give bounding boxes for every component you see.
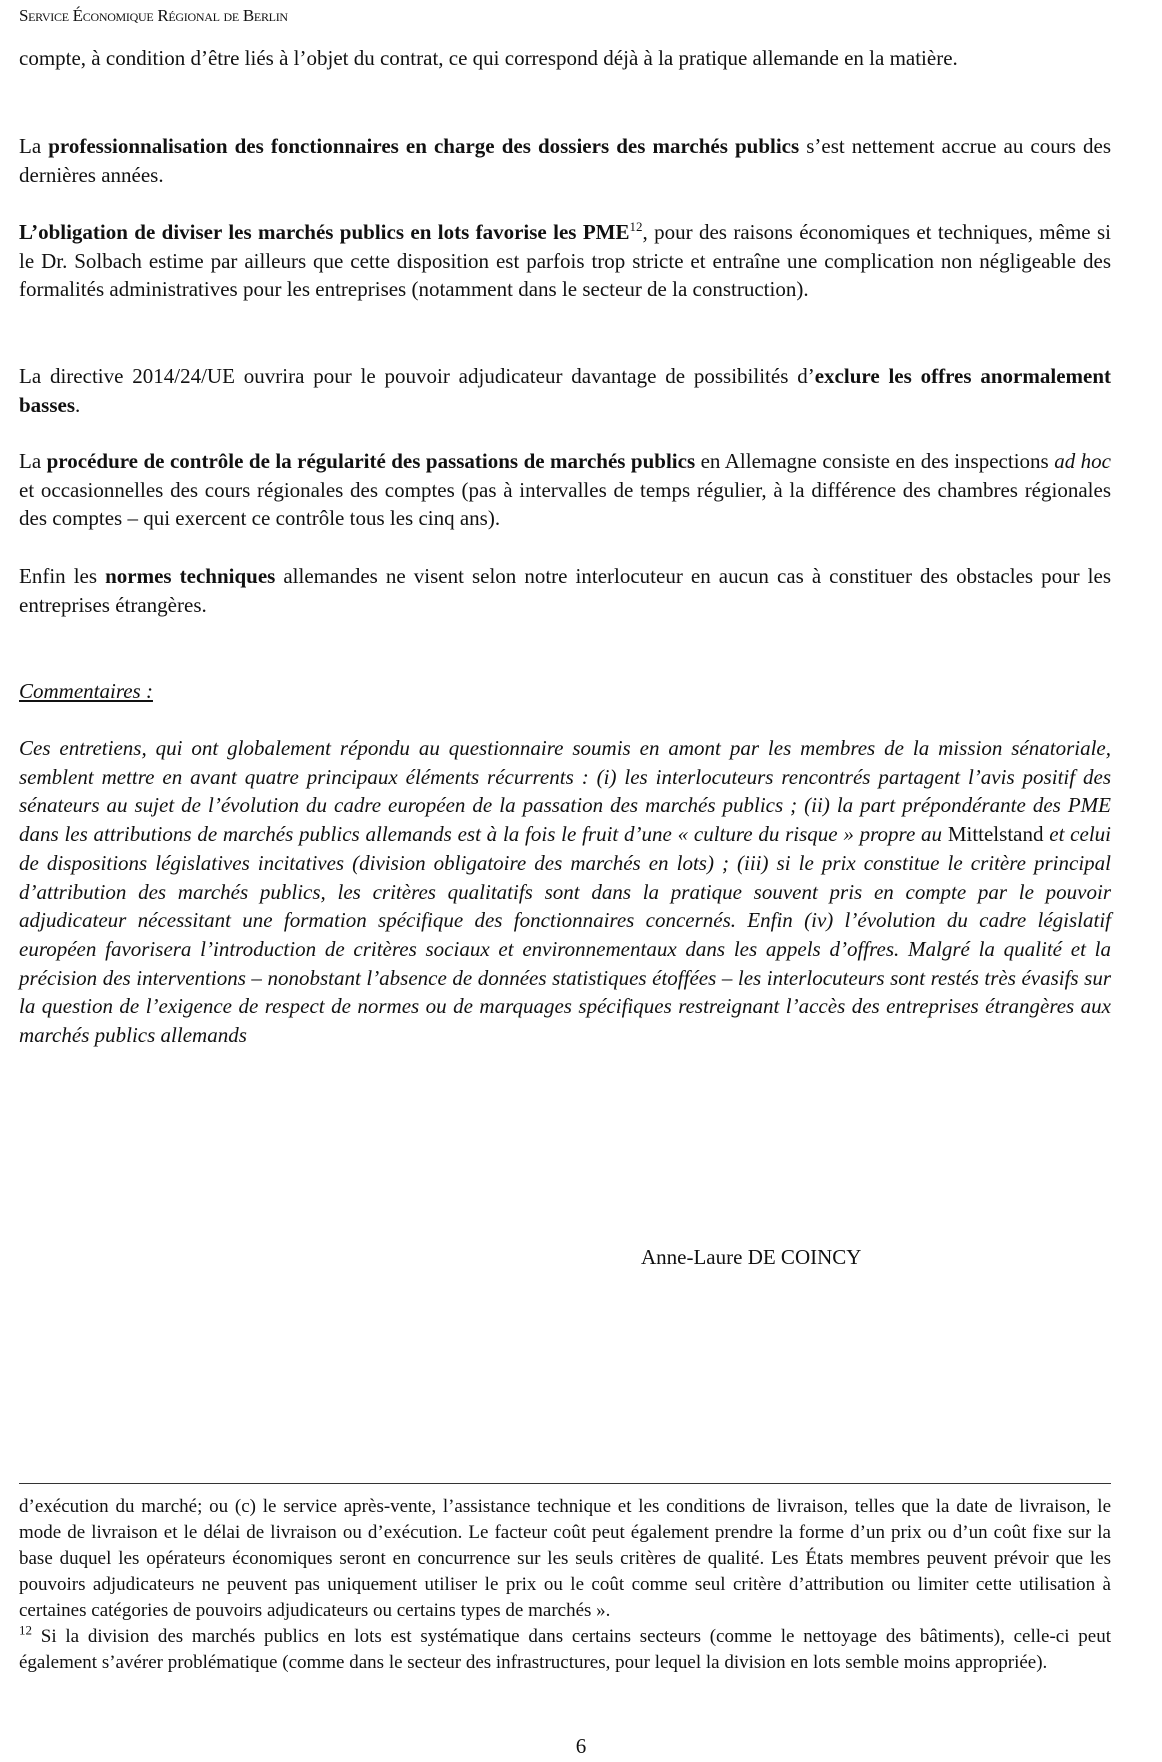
bold-text: normes techniques bbox=[105, 564, 276, 588]
footnote-text: Si la division des marchés publics en lots est systématique dans certains secteurs (comme le nettoyage des bâtiments), celle-ci peut également s’avérer problématique (comme dans le secteur des infrastructures, pour lequel la division en lots semble moins appropriée). bbox=[19, 1626, 1111, 1673]
signature: Anne-Laure DE COINCY bbox=[641, 1245, 862, 1269]
footnote-ref-12[interactable]: 12 bbox=[629, 219, 643, 234]
text: et occasionnelles des cours régionales des comptes (pas à intervalles de temps régulier, à la différence des chambres régionales des comptes – qui exercent ce contrôle tous les cinq ans). bbox=[19, 477, 1111, 531]
text: en Allemagne consiste en des inspections bbox=[695, 449, 1055, 473]
text: , pour des raisons économiques et techniques, même si le Dr. Solbach estime par ailleurs que cette disposition est parfois trop stricte et entraîne une complication non négligeable des formalités administratives pour les entreprises (notamment dans le secteur de la construction). bbox=[19, 220, 1111, 302]
footnote-continuation: d’exécution du marché; ou (c) le service après-vente, l’assistance technique et les conditions de livraison, telles que la date de livraison, le mode de livraison et le délai de livraison ou d’exécution. Le facteur coût peut également prendre la forme d’un prix ou d’un coût fixe sur la base duquel les opérateurs économiques seront en concurrence sur les seuls critères de qualité. Les États membres peuvent prévoir que les pouvoirs adjudicateurs ne peuvent pas uniquement utiliser le prix ou le coût comme seul critère d’attribution ou limiter cette utilisation à certaines catégories de pouvoirs adjudicateurs ou certains types de marchés ». bbox=[19, 1496, 1111, 1621]
paragraph-lots bbox=[19, 218, 1111, 304]
italic-text: ad hoc bbox=[1054, 449, 1111, 473]
paragraph-professionalisation bbox=[19, 132, 1111, 189]
footnote-number: 12 bbox=[19, 1622, 32, 1638]
footnote-separator bbox=[19, 1483, 1111, 1484]
paragraph-normes bbox=[19, 562, 1111, 619]
text: et celui de dispositions législatives incitatives (division obligatoire des marchés en lots) ; (iii) si le prix constitue le critère principal d’attribution des marchés publics, les critères qualitatifs sont dans la pratique souvent pris en compte par le pouvoir adjudicateur nécessitant une formation spécifique des fonctionnaires concernés. Enfin (iv) l’évolution du cadre législatif européen favorisera l’introduction de critères sociaux et environnementaux dans les appels d’offres. Malgré la qualité et la précision des interventions – nonobstant l’absence de données statistiques étoffées – les interlocuteurs sont restés très évasifs sur la question de l’exigence de respect de normes ou de marquages spécifiques restreignant l’accès des entreprises étrangères aux marchés publics allemands bbox=[19, 822, 1111, 1048]
bold-text: L’obligation de diviser les marchés publics en lots favorise les PME bbox=[19, 220, 630, 244]
bold-text: exclure les offres anormalement basses bbox=[19, 364, 1112, 417]
text: La bbox=[19, 449, 47, 473]
text: La directive 2014/24/UE ouvrira pour le pouvoir adjudicateur davantage de possibilités d’ bbox=[19, 364, 815, 388]
text: . bbox=[75, 392, 81, 417]
roman-text: Mittelstand bbox=[947, 822, 1044, 847]
comments-heading: Commentaires : bbox=[19, 679, 153, 703]
bold-text: procédure de contrôle de la régularité des passations de marchés publics bbox=[46, 449, 696, 473]
text: Enfin les bbox=[19, 564, 106, 588]
text: La bbox=[19, 134, 49, 158]
text: Ces entretiens, qui ont globalement répondu au questionnaire soumis en amont par les membres de la mission sénatoriale, semblent mettre en avant quatre principaux éléments récurrents : (i) les interlocuteurs rencontrés partagent l’avis positif des sénateurs au sujet de l’évolution du cadre européen de la passation des marchés publics ; (ii) la part prépondérante des PME dans les attributions de marchés publics allemands est à la fois le fruit d’une « culture du risque » propre au bbox=[19, 736, 1111, 847]
page-number: 6 bbox=[575, 1734, 587, 1758]
paragraph-1: compte, à condition d’être liés à l’objet du contrat, ce qui correspond déjà à la pratique allemande en la matière. bbox=[19, 46, 958, 70]
running-header: Service Économique Régional de Berlin bbox=[19, 6, 288, 25]
comments-paragraph bbox=[19, 734, 1111, 1050]
bold-text: professionnalisation des fonctionnaires en charge des dossiers des marchés publics bbox=[48, 134, 800, 158]
footnotes bbox=[19, 1494, 1111, 1676]
text: allemandes ne visent selon notre interlocuteur en aucun cas à constituer des obstacles pour les entreprises étrangères. bbox=[19, 564, 1111, 617]
text: s’est nettement accrue au cours des dernières années. bbox=[19, 134, 1111, 187]
paragraph-controle bbox=[19, 447, 1111, 533]
footnote-12 bbox=[19, 1624, 1111, 1676]
paragraph-directive bbox=[19, 362, 1111, 419]
